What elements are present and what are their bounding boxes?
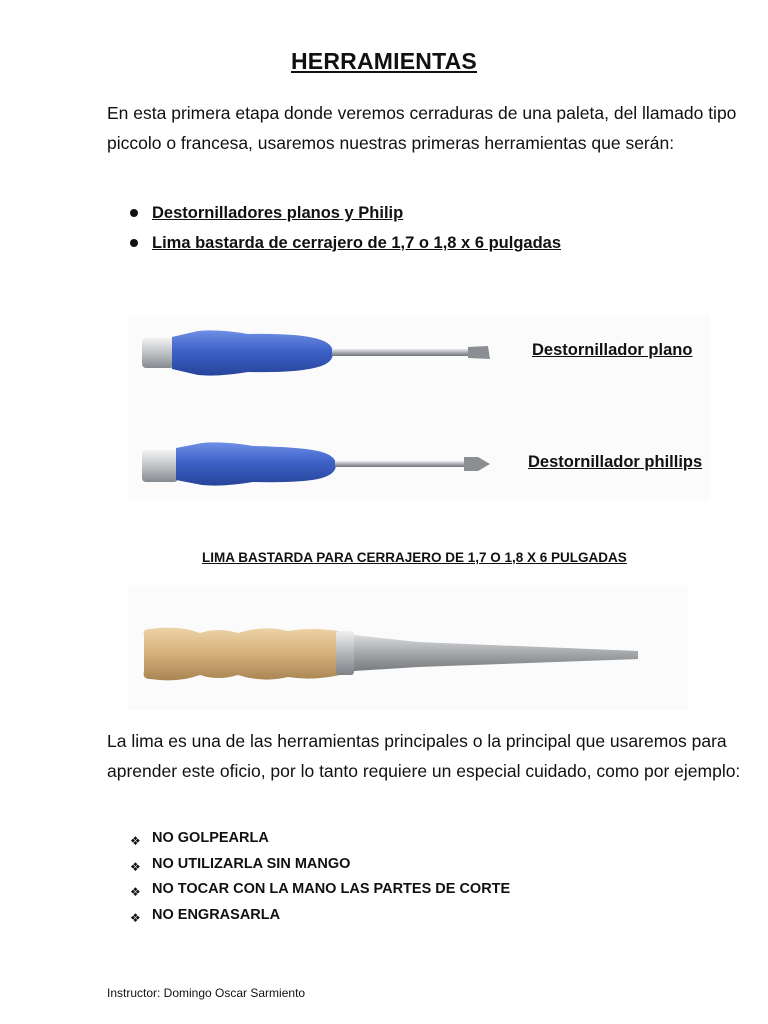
phillips-screwdriver-caption: Destornillador phillips xyxy=(528,453,703,471)
bullet-icon xyxy=(130,239,138,247)
care-item-label: NO GOLPEARLA xyxy=(152,830,269,846)
diamond-bullet-icon: ❖ xyxy=(130,885,141,899)
tool-item-label: Destornilladores planos y Philip xyxy=(152,204,404,222)
list-item xyxy=(130,198,561,228)
diamond-bullet-icon: ❖ xyxy=(130,910,141,925)
intro-paragraph: En esta primera etapa donde veremos cerraduras de una paleta, del llamado tipo piccolo o francesa, usaremos nuestras primeras herramientas que serán: xyxy=(107,103,737,153)
list-item xyxy=(130,852,510,878)
phillips-screwdriver-icon xyxy=(142,442,490,485)
list-item xyxy=(130,903,510,929)
flat-screwdriver-caption: Destornillador plano xyxy=(532,341,693,359)
footer-instructor: Instructor: Domingo Oscar Sarmiento xyxy=(107,986,306,1000)
care-item-label: NO TOCAR CON LA MANO LAS PARTES DE CORTE xyxy=(152,881,511,897)
care-list xyxy=(130,826,510,928)
bullet-icon xyxy=(130,209,138,217)
page-title: HERRAMIENTAS xyxy=(291,48,477,74)
file-care-paragraph: La lima es una de las herramientas principales o la principal que usaremos para aprender este oficio, por lo tanto requiere un especial cuidado, como por ejemplo: xyxy=(107,731,741,781)
file-photo xyxy=(128,585,688,710)
care-item-label: NO UTILIZARLA SIN MANGO xyxy=(152,855,351,872)
tool-list xyxy=(130,198,561,258)
diamond-bullet-icon: ❖ xyxy=(130,859,141,874)
list-item xyxy=(130,228,561,258)
list-item xyxy=(130,826,510,852)
tool-item-label: Lima bastarda de cerrajero de 1,7 o 1,8 x 6 pulgadas xyxy=(152,234,562,252)
flat-screwdriver-icon xyxy=(142,330,490,375)
list-item xyxy=(130,877,510,903)
file-tool-icon xyxy=(128,585,688,710)
diamond-bullet-icon: ❖ xyxy=(130,834,141,848)
care-item-label: NO ENGRASARLA xyxy=(152,906,281,923)
file-heading: LIMA BASTARDA PARA CERRAJERO DE 1,7 O 1,8 X 6 PULGADAS xyxy=(202,550,627,565)
